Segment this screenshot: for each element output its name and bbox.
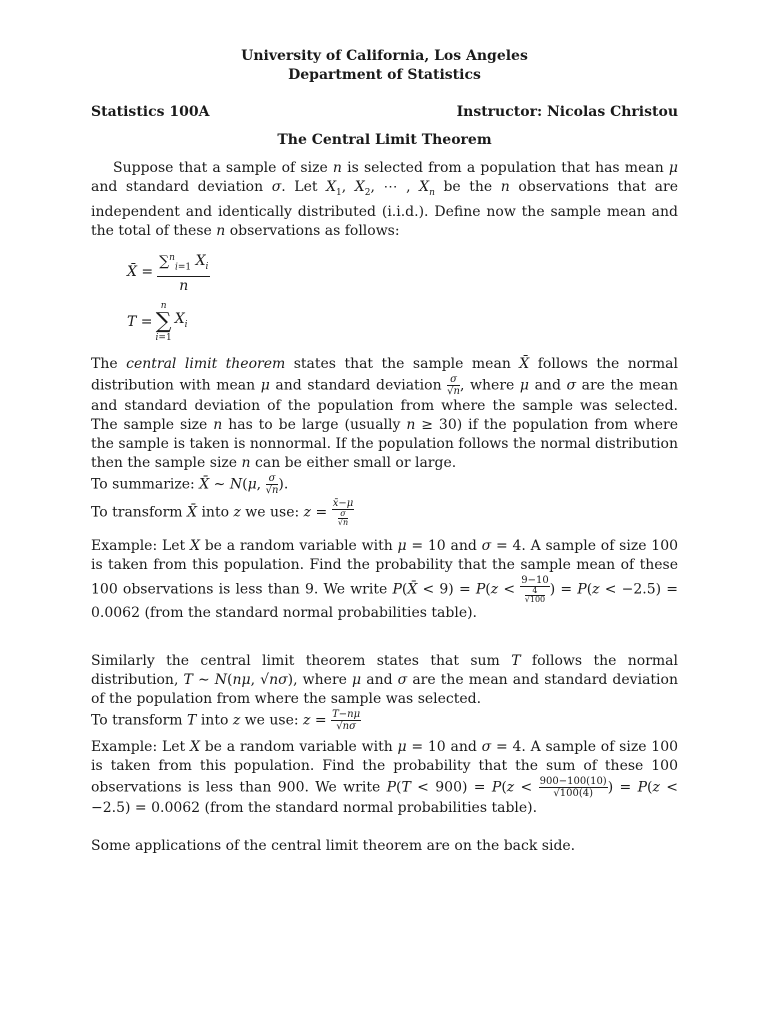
document-page <box>91 47 678 856</box>
example-sum-paragraph: Example: Let X be a random variable with μ = 10 and σ = 4. A sample of size 100 is taken from this population. Find the probability that the sum of these 100 observations is less than 900. We write P(T < 900) = P(z < $\frac{900-100(10)}{√100(4)}$ ) = P(z < −2.5) = 0.0062 (from the standard normal probabilities table). <box>91 739 679 817</box>
course-name: Statistics 100A <box>91 104 210 120</box>
closing-note: Some applications of the central limit theorem are on the back side. <box>91 838 576 855</box>
transform-sum-line: To transform T into z we use: z = $\frac{T-n\mu}{√n\sigma}$ <box>91 709 361 733</box>
page-title: The Central Limit Theorem <box>277 132 492 148</box>
instructor-name: Instructor: Nicolas Christou <box>456 104 678 120</box>
clt-sum-paragraph: Similarly the central limit theorem states that sum T follows the normal distribution, T ∼ N(nμ, √nσ), where μ and σ are the mean and standard deviation of the population from where the sample was selected. <box>91 653 678 708</box>
university-name: University of California, Los Angeles <box>241 48 528 64</box>
course-row <box>91 103 678 122</box>
example-mean-paragraph: Example: Let X be a random variable with μ = 10 and σ = 4. A sample of size 100 is taken from this population. Find the probability that the sample mean of these 100 observations is less than 9. We write P(X̄ < 9) = P(z < $\frac{9-10}{\frac{4}{√100}}$ ) = P(z < −2.5) = 0.0062 (from the standard normal probabilities table). <box>91 538 679 622</box>
sample-mean-formula: X̄ = ∑$^n_{i=1}$ $X_i$ n <box>127 249 678 295</box>
intro-paragraph: Suppose that a sample of size n is selected from a population that has mean μ and standard deviation σ. Let $X_1$, $X_2$, ⋯ , $X_n$ be the n observations that are independent and identically distributed (i.i.d.). Define now the sample mean and the total of these n observations as follows: <box>91 160 679 239</box>
sample-total-formula: T = n ∑ i=1 $X_i$ <box>127 301 188 344</box>
summary-line: To summarize: X̄ ∼ N(μ, $\frac{\sigma}{√n}$ ). <box>91 473 289 497</box>
clt-mean-paragraph: The central limit theorem states that the sample mean X̄ follows the normal distribution with mean μ and standard deviation $\frac{\sigma}{√n}$ , where μ and σ are the mean and standard deviation of the population from where the sample was selected. The sample size n has to be large (usually n ≥ 30) if the population from where the sample is taken is nonnormal. If the population follows the normal distribution then the sample size n can be either small or large. <box>91 356 678 472</box>
department-name: Department of Statistics <box>288 67 481 83</box>
transform-mean-line: To transform X̄ into z we use: z = $\frac{x̄-\mu}{\frac{\sigma}{√n}}$ <box>91 498 354 528</box>
